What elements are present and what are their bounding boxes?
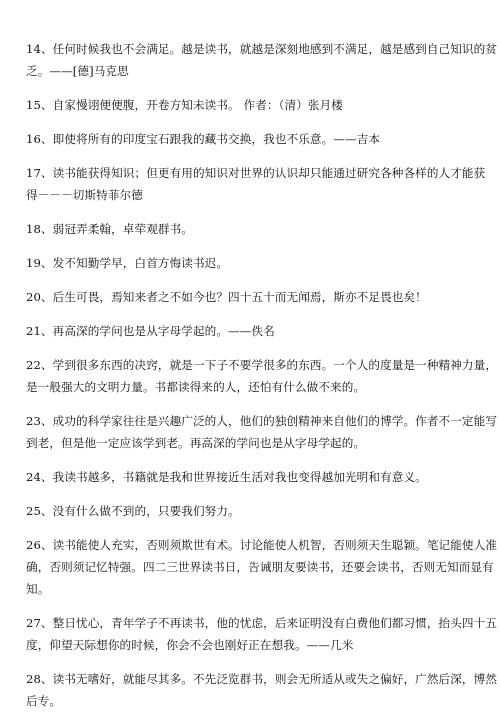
quote-entry-20	[26, 286, 482, 308]
entry-line: 15、自家慢诩便便腹，开卷方知未读书。 作者：（清）张月楼	[26, 98, 343, 112]
quote-entry-24	[26, 466, 482, 488]
entry-line: 23、成功的科学家往往是兴趣广泛的人，他们的独创精神来自他们的博学。作者不一定能写	[26, 414, 498, 428]
quote-entry-16	[26, 128, 482, 150]
entry-line: 20、后生可畏，焉知来者之不如今也？四十五十而无闻焉，斯亦不足畏也矣！	[26, 290, 427, 304]
quote-entry-28	[26, 668, 498, 712]
entry-line: 度，仰望天际想你的时候，你会不会也刚好正在想我。——几米	[26, 638, 354, 652]
entry-line: 24、我读书越多，书籍就是我和世界接近生活对我也变得越加光明和有意义。	[26, 470, 427, 484]
quote-entry-21	[26, 320, 482, 342]
entry-line: 确，否则须记忆特强。四二三世界读书日，告诫朋友要读书，还要会读书，否则无知而显有	[26, 560, 494, 574]
entry-line: 22、学到很多东西的决窍，就是一下子不要学很多的东西。一个人的度量是一种精神力量，	[26, 358, 498, 372]
entry-line: 知。	[26, 582, 50, 596]
entry-line: 是一般强大的文明力量。书都读得来的人，还怕有什么做不来的。	[26, 380, 366, 394]
quote-entry-19	[26, 252, 482, 274]
entry-line: 后专。	[26, 694, 62, 708]
entry-line: 17、读书能获得知识；但更有用的知识对世界的认识却只能通过研究各种各样的人才能获	[26, 166, 486, 180]
entry-line: 26、读书能使人充实，否则须欺世有术。讨论能使人机智，否则须天生聪颖。笔记能使人准	[26, 538, 498, 552]
entry-line: 25、没有什么做不到的，只要我们努力。	[26, 504, 240, 518]
entry-line: 得－－－切斯特菲尔德	[26, 188, 143, 202]
quote-entry-26	[26, 534, 498, 600]
quote-entry-15	[26, 94, 482, 116]
entry-line: 27、整日忧心，青年学子不再读书，他的忧虑，后来证明没有白费他们都习惯，抬头四十五	[26, 616, 498, 630]
entry-line: 18、弱冠弄柔翰，卓荦观群书。	[26, 222, 193, 236]
entry-line: 14、任何时候我也不会满足。越是读书，就越是深刻地感到不满足，越是感到自己知识的贫	[26, 42, 498, 56]
quote-entry-25	[26, 500, 482, 522]
entry-line: 乏。——[德]马克思	[26, 64, 129, 78]
quote-entry-14	[26, 38, 498, 82]
quote-entry-22	[26, 354, 498, 398]
quote-entry-17	[26, 162, 486, 206]
quote-entry-23	[26, 410, 498, 454]
entry-line: 28、读书无嗜好，就能尽其多。不先泛览群书，则会无所适从或失之偏好，广然后深，博然	[26, 672, 498, 686]
entry-line: 到老，但是他一定应该学到老。再高深的学问也是从字母学起的。	[26, 436, 366, 450]
quote-entry-18	[26, 218, 482, 240]
entry-line: 19、发不知勤学早，白首方悔读书迟。	[26, 256, 229, 270]
entry-line: 21、再高深的学问也是从字母学起的。——佚名	[26, 324, 275, 338]
entry-line: 16、即使将所有的印度宝石跟我的藏书交换，我也不乐意。——吉本	[26, 132, 381, 146]
quote-entry-27	[26, 612, 498, 656]
